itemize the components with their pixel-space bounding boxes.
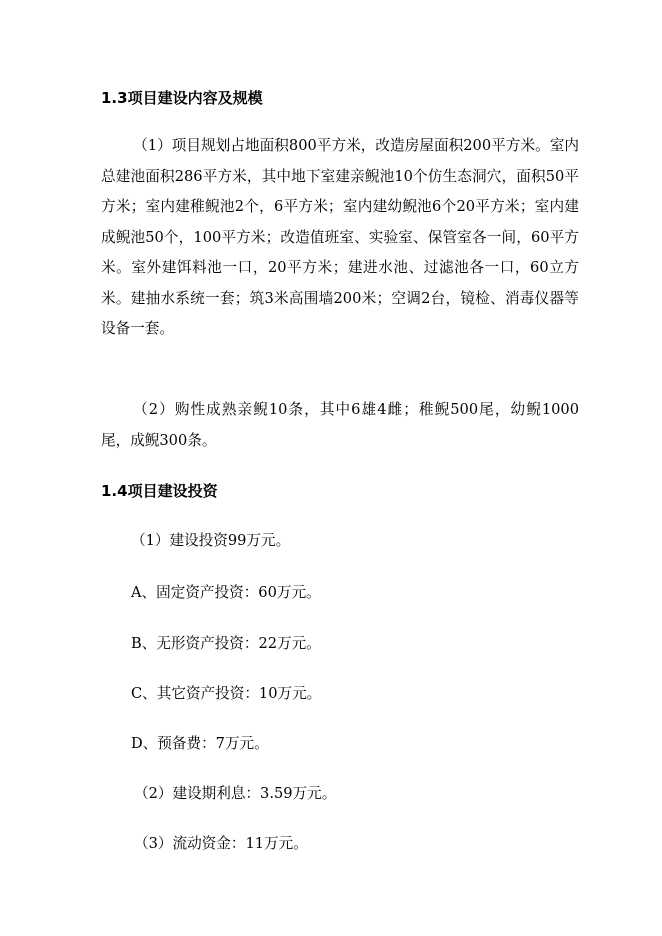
paragraph-construction-scale: （1）项目规划占地面积800平方米，改造房屋面积200平方米。室内总建池面积286平方米，其中地下室建亲鲵池10个仿生态洞穴，面积50平方米；室内建稚鲵池2个，6平方米；室内建幼鲵池6个20平方米；室内建成鲵池50个，100平方米；改造值班室、实验室、保管室各一间，60平方米。室外建饵料池一口，20平方米；建进水池、过滤池各一口，60立方米。建抽水系统一套；筑3米高围墙200米；空调2台，镜检、消毒仪器等设备一套。	[101, 137, 579, 337]
investment-item-interest: （2）建设期利息：3.59万元。	[134, 785, 337, 802]
investment-item-intangible-assets: B、无形资产投资：22万元。	[131, 635, 321, 652]
investment-item-working-capital: （3）流动资金：11万元。	[134, 835, 308, 852]
section-heading-1-3: 1.3项目建设内容及规模	[101, 89, 263, 107]
investment-item-construction: （1）建设投资99万元。	[131, 532, 291, 549]
investment-item-reserve-fee: D、预备费：7万元。	[131, 735, 269, 752]
investment-item-other-assets: C、其它资产投资：10万元。	[131, 685, 322, 702]
investment-item-fixed-assets: A、固定资产投资：60万元。	[131, 584, 321, 601]
paragraph-purchase-salamanders: （2）购性成熟亲鲵10条，其中6雄4雌；稚鲵500尾，幼鲵1000尾，成鲵300条。	[101, 401, 579, 449]
section-heading-1-4: 1.4项目建设投资	[101, 482, 218, 500]
